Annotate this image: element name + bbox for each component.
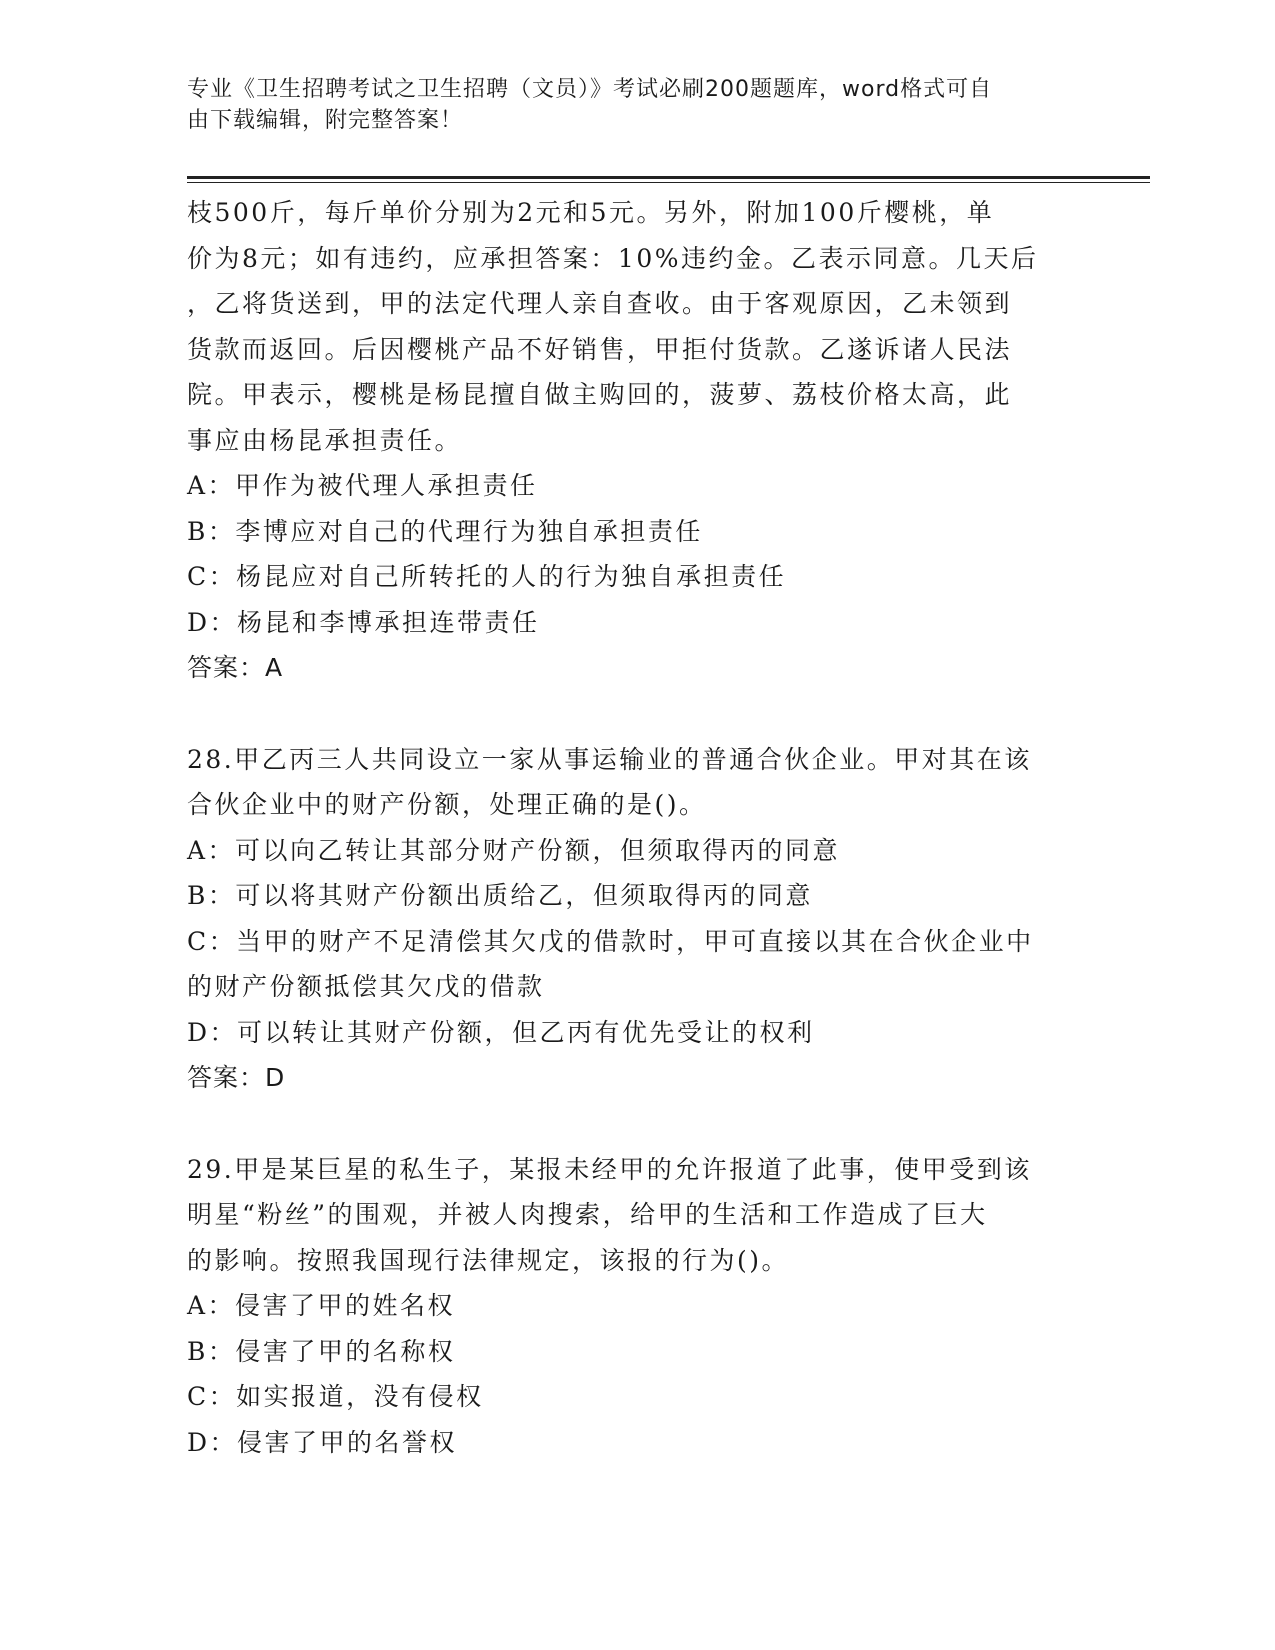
answer-line: 答案：D — [187, 1063, 286, 1092]
option-c: C：杨昆应对自己所转托的人的行为独自承担责任 — [187, 562, 787, 591]
question-27 — [187, 190, 1067, 691]
header-line-1: 专业《卫生招聘考试之卫生招聘（文员）》考试必刷200题题库，word格式可自 — [187, 77, 993, 102]
document-header — [187, 74, 1067, 136]
option-d: D：杨昆和李博承担连带责任 — [187, 607, 540, 637]
document-body — [187, 190, 1067, 1465]
question-29 — [187, 1147, 1067, 1466]
question-text-line: 28.甲乙丙三人共同设立一家从事运输业的普通合伙企业。甲对其在该 — [187, 744, 1032, 774]
option-d: D：可以转让其财产份额，但乙丙有优先受让的权利 — [187, 1017, 815, 1047]
question-text-line: ，乙将货送到，甲的法定代理人亲自查收。由于客观原因，乙未领到 — [187, 289, 1013, 318]
header-divider-thin — [187, 182, 1150, 183]
question-text-line: 明星“粉丝”的围观，并被人肉搜索，给甲的生活和工作造成了巨大 — [187, 1200, 988, 1229]
question-text-line: 货款而返回。后因樱桃产品不好销售，甲拒付货款。乙遂诉诸人民法 — [187, 334, 1013, 364]
option-b: B：侵害了甲的名称权 — [187, 1336, 456, 1366]
question-text-line: 院。甲表示，樱桃是杨昆擅自做主购回的，菠萝、荔枝价格太高，此 — [187, 380, 1013, 409]
header-line-2: 由下载编辑，附完整答案！ — [187, 108, 464, 133]
option-a: A：侵害了甲的姓名权 — [187, 1291, 456, 1320]
question-28 — [187, 737, 1067, 1101]
question-text-line: 的影响。按照我国现行法律规定，该报的行为()。 — [187, 1245, 790, 1275]
question-text-line: 枝500斤，每斤单价分别为2元和5元。另外，附加100斤樱桃，单 — [187, 198, 995, 227]
option-c: C：如实报道，没有侵权 — [187, 1382, 484, 1411]
question-text-line: 价为8元；如有违约，应承担答案：10%违约金。乙表示同意。几天后 — [187, 243, 1039, 273]
option-b: B：李博应对自己的代理行为独自承担责任 — [187, 516, 703, 546]
option-c-continued: 的财产份额抵偿其欠戊的借款 — [187, 972, 545, 1001]
option-c: C：当甲的财产不足清偿其欠戊的借款时，甲可直接以其在合伙企业中 — [187, 926, 1034, 956]
question-text-line: 29.甲是某巨星的私生子，某报未经甲的允许报道了此事，使甲受到该 — [187, 1154, 1032, 1184]
question-text-line: 合伙企业中的财产份额，处理正确的是()。 — [187, 790, 707, 819]
question-spacer — [187, 1101, 1067, 1147]
option-d: D：侵害了甲的名誉权 — [187, 1427, 458, 1457]
header-divider-thick — [187, 176, 1150, 179]
question-spacer — [187, 691, 1067, 737]
question-text-line: 事应由杨昆承担责任。 — [187, 425, 463, 455]
answer-line: 答案：A — [187, 653, 284, 682]
option-a: A：可以向乙转让其部分财产份额，但须取得丙的同意 — [187, 835, 841, 865]
option-a: A：甲作为被代理人承担责任 — [187, 471, 538, 500]
option-b: B：可以将其财产份额出质给乙，但须取得丙的同意 — [187, 881, 813, 910]
